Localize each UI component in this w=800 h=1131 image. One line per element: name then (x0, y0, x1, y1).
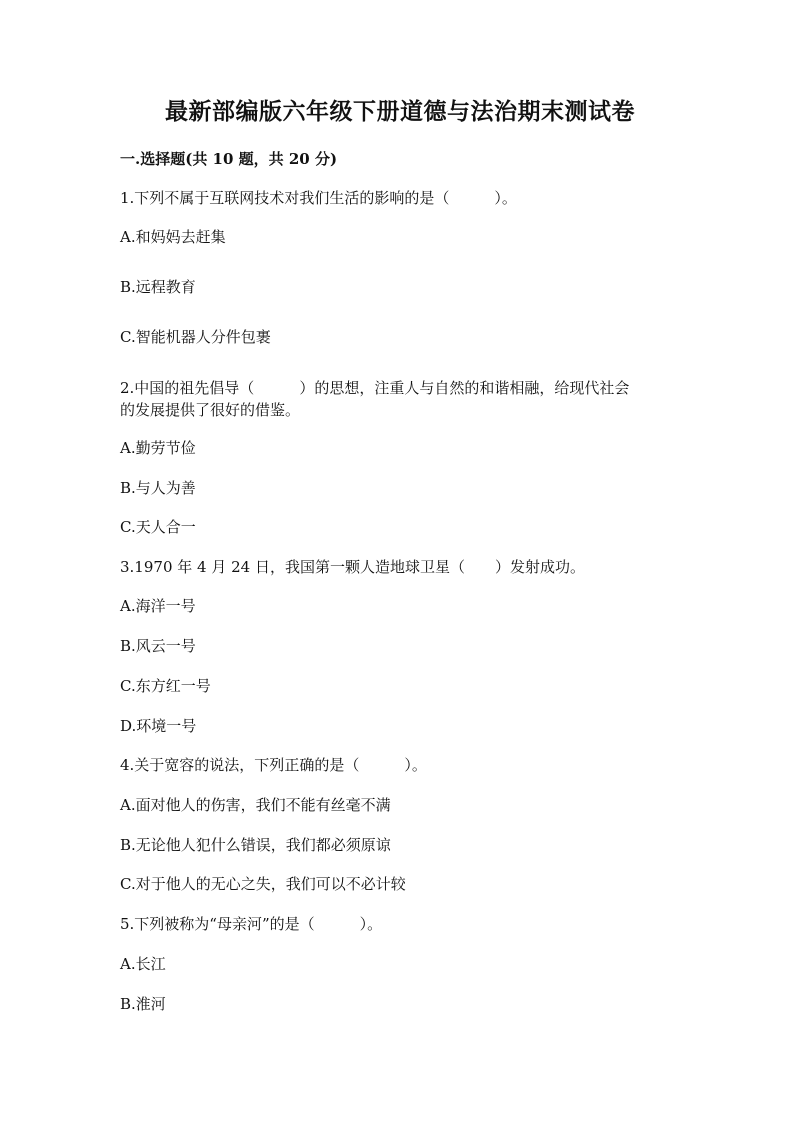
question-1-option-c: C.智能机器人分件包裹 (120, 328, 271, 346)
question-1-stem: 1.下列不属于互联网技术对我们生活的影响的是（ ）。 (120, 189, 517, 207)
question-1-option-b: B.远程教育 (120, 278, 196, 296)
question-2-option-b: B.与人为善 (120, 479, 196, 497)
question-5-stem: 5.下列被称为“母亲河”的是（ ）。 (120, 915, 383, 933)
question-1-option-a: A.和妈妈去赶集 (120, 228, 226, 246)
question-2-option-a: A.勤劳节俭 (120, 439, 196, 457)
question-3-stem: 3.1970 年 4 月 24 日，我国第一颗人造地球卫星（ ）发射成功。 (120, 558, 585, 576)
question-5-option-a: A.长江 (120, 955, 166, 973)
question-5-option-b: B.淮河 (120, 995, 166, 1013)
question-4-option-c: C.对于他人的无心之失，我们可以不必计较 (120, 875, 406, 893)
question-4-option-b: B.无论他人犯什么错误，我们都必须原谅 (120, 836, 391, 854)
question-2-stem-line1: 2.中国的祖先倡导（ ）的思想，注重人与自然的和谐相融，给现代社会 (120, 379, 630, 397)
question-2-stem-line2: 的发展提供了很好的借鉴。 (120, 401, 301, 419)
question-3-option-d: D.环境一号 (120, 717, 197, 735)
question-4-stem: 4.关于宽容的说法，下列正确的是（ ）。 (120, 756, 427, 774)
question-2-option-c: C.天人合一 (120, 518, 196, 536)
question-4-option-a: A.面对他人的伤害，我们不能有丝毫不满 (120, 796, 391, 814)
question-3-option-a: A.海洋一号 (120, 597, 196, 615)
question-3-option-b: B.风云一号 (120, 637, 196, 655)
section-heading: 一.选择题(共 10 题，共 20 分) (120, 150, 338, 168)
page-title: 最新部编版六年级下册道德与法治期末测试卷 (165, 98, 635, 125)
question-3-option-c: C.东方红一号 (120, 677, 211, 695)
